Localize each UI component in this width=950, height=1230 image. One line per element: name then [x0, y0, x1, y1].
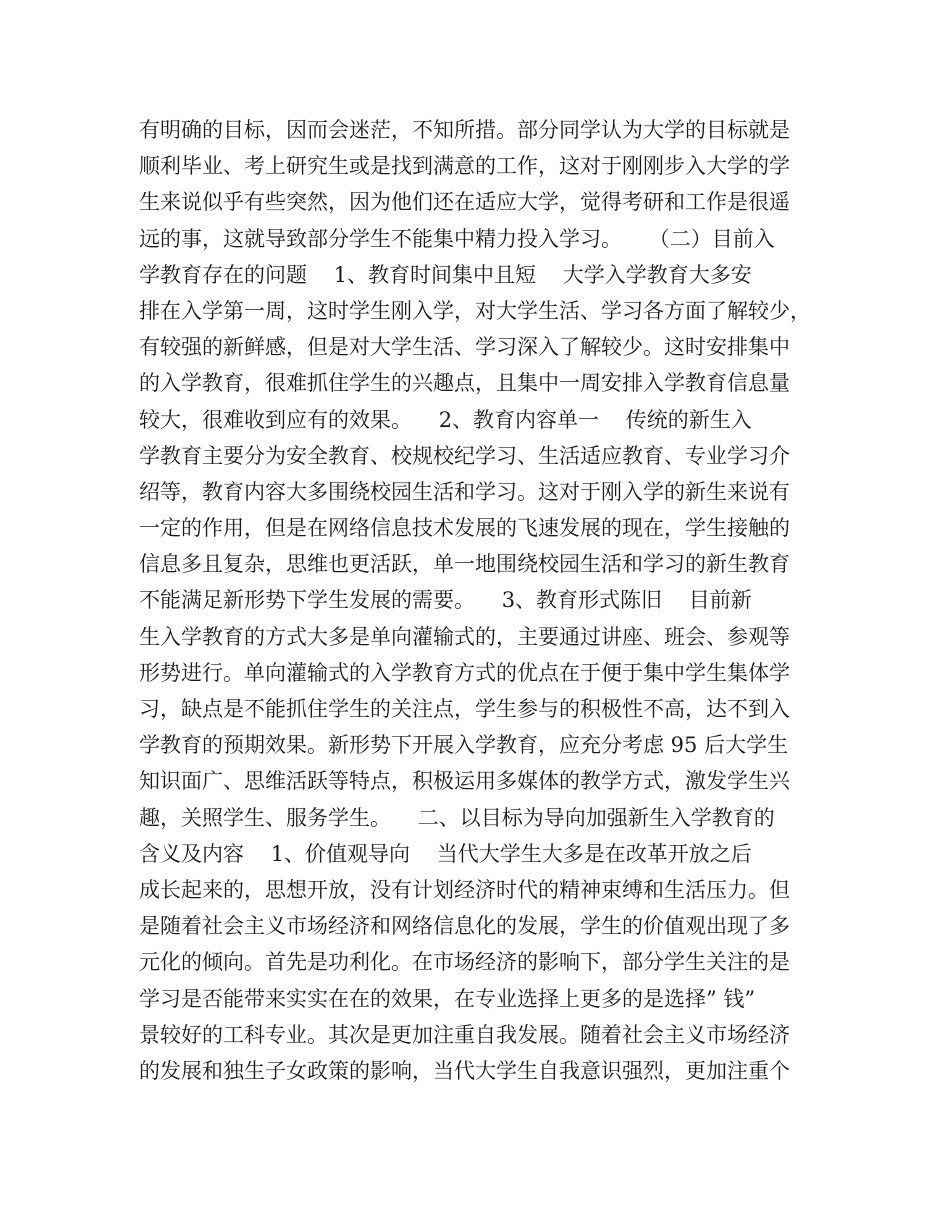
text-line: 绍等，教育内容大多围绕校园生活和学习。这对于刚入学的新生来说有	[139, 479, 790, 504]
text-line: 顺利毕业、考上研究生或是找到满意的工作，这对于刚刚步入大学的学	[139, 154, 790, 179]
text-line: 是随着社会主义市场经济和网络信息化的发展，学生的价值观出现了多	[139, 914, 790, 939]
text-line: 成长起来的，思想开放，没有计划经济时代的精神束缚和生活压力。但	[139, 877, 790, 902]
text-line: 元化的倾向。首先是功利化。在市场经济的影响下，部分学生关注的是	[139, 950, 790, 975]
text-line: 趣，关照学生、服务学生。 二、以目标为导向加强新生入学教育的	[139, 805, 775, 830]
text-line: 较大，很难收到应有的效果。 2、教育内容单一 传统的新生入	[139, 407, 752, 432]
text-line: 形势进行。单向灌输式的入学教育方式的优点在于便于集中学生集体学	[139, 660, 790, 685]
text-line: 一定的作用，但是在网络信息技术发展的飞速发展的现在，学生接触的	[139, 516, 790, 541]
text-line: 不能满足新形势下学生发展的需要。 3、教育形式陈旧 目前新	[139, 588, 752, 613]
text-line: 信息多且复杂，思维也更活跃，单一地围绕校园生活和学习的新生教育	[139, 552, 790, 577]
text-line: 习，缺点是不能抓住学生的关注点，学生参与的积极性不高，达不到入	[139, 697, 790, 721]
text-line: 有明确的目标，因而会迷茫，不知所措。部分同学认为大学的目标就是	[139, 118, 790, 142]
text-line: 知识面广、思维活跃等特点，积极运用多媒体的教学方式，激发学生兴	[139, 769, 790, 794]
text-line: 远的事，这就导致部分学生不能集中精力投入学习。 （二）目前入	[139, 226, 775, 251]
text-line: 的入学教育，很难抓住学生的兴趣点，且集中一周安排入学教育信息量	[139, 371, 790, 396]
text-line: 学教育主要分为安全教育、校规校纪学习、生活适应教育、专业学习介	[139, 443, 790, 468]
text-line: 含义及内容 1、价值观导向 当代大学生大多是在改革开放之后	[139, 841, 752, 866]
text-line: 排在入学第一周，这时学生刚入学，对大学生活、学习各方面了解较少，	[139, 298, 811, 323]
text-line: 学习是否能带来实实在在的效果，在专业选择上更多的是选择” 钱”	[139, 986, 756, 1011]
text-line: 学教育的预期效果。新形势下开展入学教育，应充分考虑 95 后大学生	[139, 733, 789, 758]
text-line: 景较好的工科专业。其次是更加注重自我发展。随着社会主义市场经济	[139, 1022, 790, 1047]
text-line: 生入学教育的方式大多是单向灌输式的，主要通过讲座、班会、参观等	[139, 624, 790, 649]
text-line: 生来说似乎有些突然，因为他们还在适应大学，觉得考研和工作是很遥	[139, 190, 790, 215]
text-line: 有较强的新鲜感，但是对大学生活、学习深入了解较少。这时安排集中	[139, 335, 790, 360]
text-line: 学教育存在的问题 1、教育时间集中且短 大学入学教育大多安	[139, 262, 752, 287]
body-text	[139, 112, 829, 1089]
text-line: 的发展和独生子女政策的影响，当代大学生自我意识强烈，更加注重个	[139, 1058, 790, 1083]
